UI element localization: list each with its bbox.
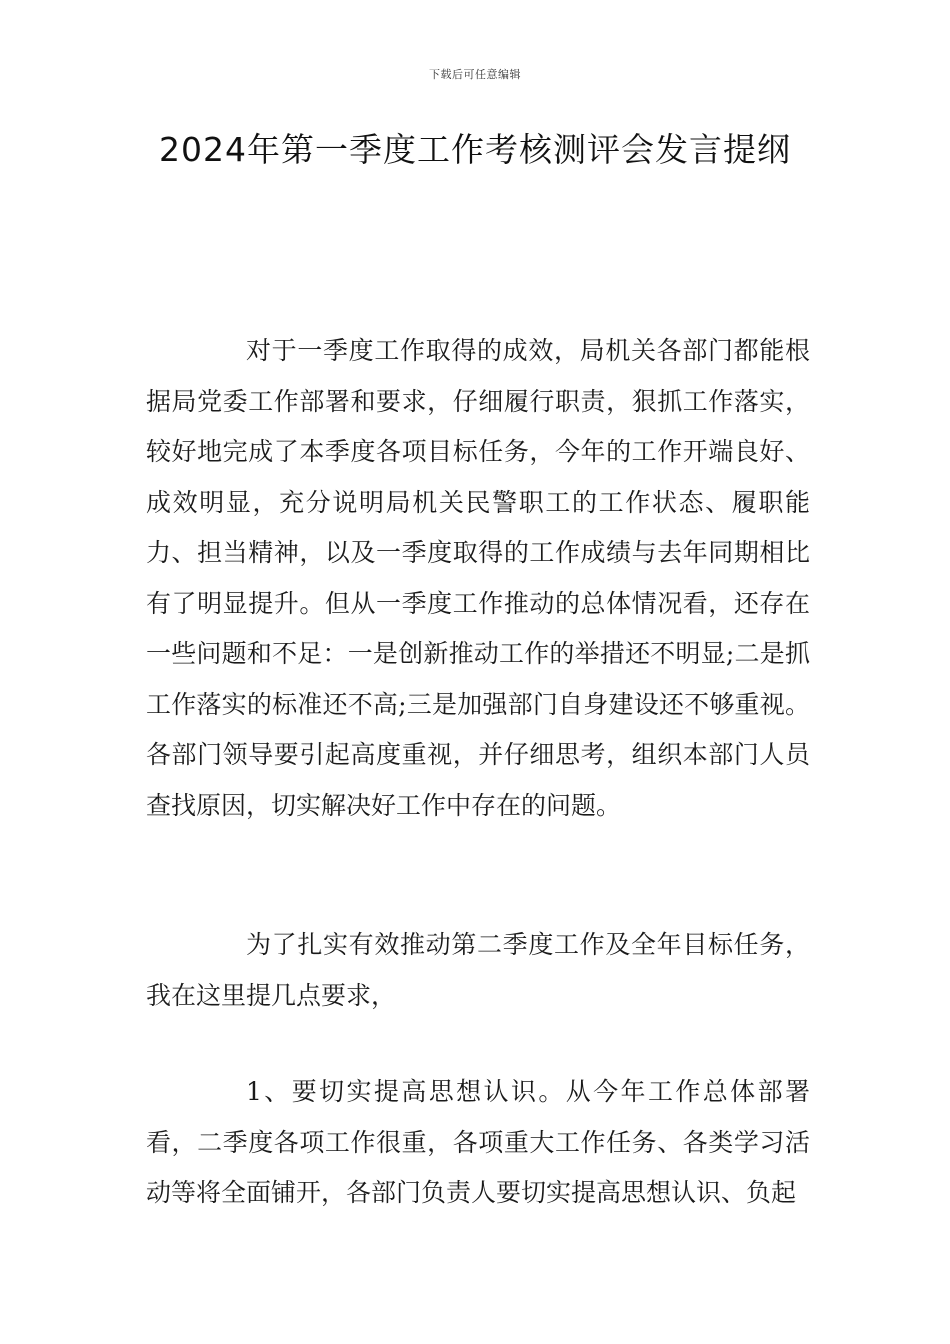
- paragraph-1: 对于一季度工作取得的成效，局机关各部门都能根据局党委工作部署和要求，仔细履行职责，狠抓工作落实，较好地完成了本季度各项目标任务，今年的工作开端良好、成效明显，充分说明局机关民警职工的工作状态、履职能力、担当精神，以及一季度取得的工作成绩与去年同期相比有了明显提升。但从一季度工作推动的总体情况看，还存在一些问题和不足：一是创新推动工作的举措还不明显;二是抓工作落实的标准还不高;三是加强部门自身建设还不够重视。各部门领导要引起高度重视，并仔细思考，组织本部门人员查找原因，切实解决好工作中存在的问题。: [146, 336, 810, 820]
- document-title: 2024年第一季度工作考核测评会发言提纲: [159, 130, 791, 169]
- paragraph-2: 为了扎实有效推动第二季度工作及全年目标任务，我在这里提几点要求，: [146, 930, 810, 1010]
- paragraph-3: 1、要切实提高思想认识。从今年工作总体部署看，二季度各项工作很重，各项重大工作任务、各类学习活动等将全面铺开，各部门负责人要切实提高思想认识、负起: [146, 1077, 810, 1207]
- header-note: 下载后可任意编辑: [429, 68, 521, 81]
